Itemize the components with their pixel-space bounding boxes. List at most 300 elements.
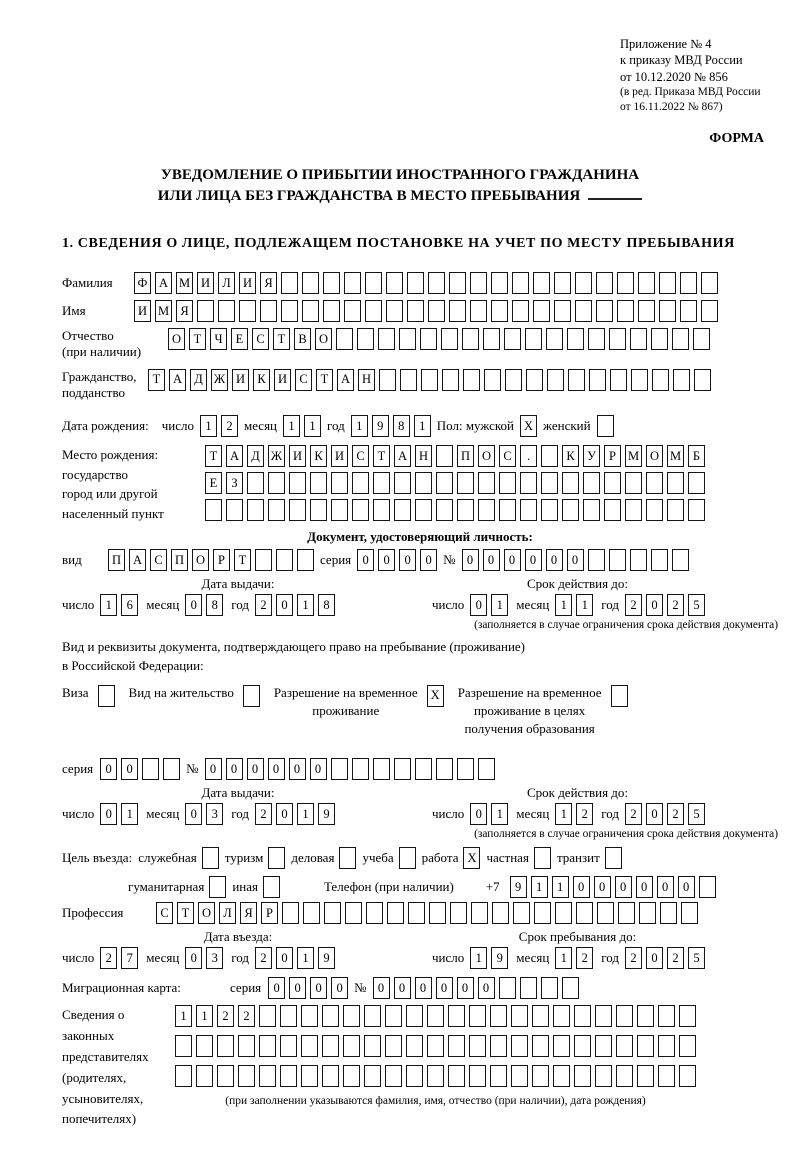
char-cell[interactable]: П [171, 549, 188, 571]
char-cell[interactable] [490, 1035, 507, 1057]
char-cell[interactable]: Д [247, 445, 264, 467]
char-cell[interactable] [595, 1035, 612, 1057]
char-cell[interactable]: 1 [175, 1005, 192, 1027]
char-cell[interactable] [331, 472, 348, 494]
char-cell[interactable]: 0 [310, 758, 327, 780]
char-cell[interactable] [609, 549, 626, 571]
char-cell[interactable] [491, 272, 508, 294]
char-cell[interactable] [491, 300, 508, 322]
char-cell[interactable] [352, 758, 369, 780]
char-cell[interactable] [610, 369, 627, 391]
char-cell[interactable]: 0 [100, 803, 117, 825]
char-cell[interactable] [428, 272, 445, 294]
char-cell[interactable] [562, 977, 579, 999]
char-cell[interactable] [406, 1065, 423, 1087]
char-cell[interactable] [554, 272, 571, 294]
char-cell[interactable] [331, 499, 348, 521]
char-cell[interactable] [679, 1005, 696, 1027]
char-cell[interactable]: 2 [667, 803, 684, 825]
char-cell[interactable] [630, 328, 647, 350]
char-cell[interactable] [574, 1005, 591, 1027]
char-cell[interactable]: И [289, 445, 306, 467]
char-cell[interactable] [532, 1005, 549, 1027]
char-cell[interactable]: 0 [247, 758, 264, 780]
char-cell[interactable] [345, 902, 362, 924]
char-cell[interactable] [281, 300, 298, 322]
char-cell[interactable]: А [155, 272, 172, 294]
char-cell[interactable]: 1 [297, 803, 314, 825]
char-cell[interactable] [646, 472, 663, 494]
char-cell[interactable] [490, 1065, 507, 1087]
char-cell[interactable] [672, 328, 689, 350]
char-cell[interactable] [364, 1065, 381, 1087]
char-cell[interactable] [554, 300, 571, 322]
char-cell[interactable] [196, 1035, 213, 1057]
char-cell[interactable] [243, 685, 260, 707]
char-cell[interactable]: З [226, 472, 243, 494]
char-cell[interactable]: 0 [636, 876, 653, 898]
char-cell[interactable] [268, 472, 285, 494]
char-cell[interactable] [385, 1035, 402, 1057]
char-cell[interactable] [259, 1065, 276, 1087]
char-cell[interactable] [490, 1005, 507, 1027]
char-cell[interactable] [259, 1005, 276, 1027]
char-cell[interactable]: Т [373, 445, 390, 467]
char-cell[interactable] [499, 472, 516, 494]
char-cell[interactable]: 0 [289, 977, 306, 999]
char-cell[interactable]: Е [231, 328, 248, 350]
char-cell[interactable]: 2 [576, 947, 593, 969]
char-cell[interactable] [574, 1065, 591, 1087]
char-cell[interactable] [639, 902, 656, 924]
char-cell[interactable] [301, 1035, 318, 1057]
char-cell[interactable] [331, 758, 348, 780]
char-cell[interactable]: И [134, 300, 151, 322]
char-cell[interactable]: С [156, 902, 173, 924]
char-cell[interactable] [520, 977, 537, 999]
char-cell[interactable] [562, 472, 579, 494]
char-cell[interactable]: 0 [373, 977, 390, 999]
char-cell[interactable] [583, 472, 600, 494]
char-cell[interactable] [688, 499, 705, 521]
char-cell[interactable]: 0 [483, 549, 500, 571]
char-cell[interactable]: 2 [255, 594, 272, 616]
char-cell[interactable]: 0 [394, 977, 411, 999]
char-cell[interactable]: С [499, 445, 516, 467]
char-cell[interactable]: 0 [310, 977, 327, 999]
char-cell[interactable] [532, 1065, 549, 1087]
char-cell[interactable]: О [192, 549, 209, 571]
char-cell[interactable] [646, 499, 663, 521]
char-cell[interactable]: 0 [185, 594, 202, 616]
char-cell[interactable] [406, 1035, 423, 1057]
char-cell[interactable] [448, 1035, 465, 1057]
char-cell[interactable] [575, 300, 592, 322]
char-cell[interactable] [701, 300, 718, 322]
char-cell[interactable] [588, 328, 605, 350]
char-cell[interactable]: 2 [667, 594, 684, 616]
char-cell[interactable] [427, 1005, 444, 1027]
char-cell[interactable]: 0 [420, 549, 437, 571]
char-cell[interactable]: 0 [289, 758, 306, 780]
char-cell[interactable] [659, 300, 676, 322]
char-cell[interactable] [408, 902, 425, 924]
char-cell[interactable] [478, 758, 495, 780]
char-cell[interactable] [386, 272, 403, 294]
char-cell[interactable] [511, 1005, 528, 1027]
char-cell[interactable] [618, 902, 635, 924]
char-cell[interactable] [436, 445, 453, 467]
char-cell[interactable] [533, 272, 550, 294]
char-cell[interactable]: В [294, 328, 311, 350]
char-cell[interactable] [268, 847, 285, 869]
char-cell[interactable]: Р [604, 445, 621, 467]
char-cell[interactable] [336, 328, 353, 350]
char-cell[interactable] [611, 685, 628, 707]
char-cell[interactable]: 5 [688, 803, 705, 825]
char-cell[interactable]: И [331, 445, 348, 467]
char-cell[interactable] [638, 272, 655, 294]
char-cell[interactable] [597, 902, 614, 924]
char-cell[interactable]: 5 [688, 594, 705, 616]
char-cell[interactable] [499, 499, 516, 521]
char-cell[interactable] [373, 499, 390, 521]
char-cell[interactable] [364, 1005, 381, 1027]
char-cell[interactable] [511, 1035, 528, 1057]
char-cell[interactable]: X [463, 847, 480, 869]
char-cell[interactable]: 2 [255, 947, 272, 969]
char-cell[interactable]: 0 [478, 977, 495, 999]
char-cell[interactable] [625, 499, 642, 521]
char-cell[interactable]: 2 [255, 803, 272, 825]
char-cell[interactable] [693, 328, 710, 350]
char-cell[interactable] [442, 369, 459, 391]
char-cell[interactable] [385, 1005, 402, 1027]
char-cell[interactable] [197, 300, 214, 322]
char-cell[interactable] [428, 300, 445, 322]
char-cell[interactable]: С [252, 328, 269, 350]
char-cell[interactable]: 1 [200, 415, 217, 437]
char-cell[interactable] [583, 499, 600, 521]
char-cell[interactable]: 0 [457, 977, 474, 999]
char-cell[interactable]: Р [213, 549, 230, 571]
char-cell[interactable] [471, 902, 488, 924]
char-cell[interactable] [512, 300, 529, 322]
char-cell[interactable] [553, 1005, 570, 1027]
char-cell[interactable] [364, 1035, 381, 1057]
char-cell[interactable]: 0 [470, 594, 487, 616]
char-cell[interactable] [344, 272, 361, 294]
char-cell[interactable]: 1 [491, 594, 508, 616]
char-cell[interactable] [457, 472, 474, 494]
char-cell[interactable] [595, 1005, 612, 1027]
char-cell[interactable]: П [457, 445, 474, 467]
char-cell[interactable] [365, 300, 382, 322]
char-cell[interactable]: 1 [491, 803, 508, 825]
char-cell[interactable] [651, 549, 668, 571]
char-cell[interactable]: 2 [625, 947, 642, 969]
char-cell[interactable]: 0 [594, 876, 611, 898]
char-cell[interactable] [98, 685, 115, 707]
char-cell[interactable] [394, 758, 411, 780]
char-cell[interactable]: 1 [576, 594, 593, 616]
char-cell[interactable]: Я [260, 272, 277, 294]
char-cell[interactable]: Ф [134, 272, 151, 294]
char-cell[interactable] [400, 369, 417, 391]
char-cell[interactable]: 0 [399, 549, 416, 571]
char-cell[interactable]: Е [205, 472, 222, 494]
char-cell[interactable] [541, 445, 558, 467]
char-cell[interactable] [534, 847, 551, 869]
char-cell[interactable] [499, 977, 516, 999]
char-cell[interactable] [280, 1035, 297, 1057]
char-cell[interactable]: 9 [318, 803, 335, 825]
char-cell[interactable]: И [232, 369, 249, 391]
char-cell[interactable] [617, 300, 634, 322]
char-cell[interactable]: И [197, 272, 214, 294]
char-cell[interactable] [659, 272, 676, 294]
char-cell[interactable] [322, 1005, 339, 1027]
char-cell[interactable] [457, 758, 474, 780]
char-cell[interactable] [420, 328, 437, 350]
char-cell[interactable]: 1 [555, 803, 572, 825]
char-cell[interactable]: 0 [646, 947, 663, 969]
char-cell[interactable] [658, 1065, 675, 1087]
char-cell[interactable] [555, 902, 572, 924]
char-cell[interactable]: А [337, 369, 354, 391]
char-cell[interactable] [415, 499, 432, 521]
char-cell[interactable]: 0 [185, 803, 202, 825]
char-cell[interactable] [310, 472, 327, 494]
char-cell[interactable]: Д [190, 369, 207, 391]
char-cell[interactable] [589, 369, 606, 391]
char-cell[interactable]: 1 [304, 415, 321, 437]
char-cell[interactable] [142, 758, 159, 780]
char-cell[interactable] [504, 328, 521, 350]
char-cell[interactable] [483, 328, 500, 350]
char-cell[interactable] [421, 369, 438, 391]
char-cell[interactable] [680, 272, 697, 294]
char-cell[interactable] [429, 902, 446, 924]
char-cell[interactable] [596, 272, 613, 294]
char-cell[interactable]: О [315, 328, 332, 350]
char-cell[interactable] [533, 300, 550, 322]
char-cell[interactable] [343, 1065, 360, 1087]
char-cell[interactable]: Ч [210, 328, 227, 350]
char-cell[interactable] [255, 549, 272, 571]
char-cell[interactable] [365, 272, 382, 294]
char-cell[interactable]: К [253, 369, 270, 391]
char-cell[interactable]: С [352, 445, 369, 467]
char-cell[interactable] [436, 472, 453, 494]
char-cell[interactable] [407, 272, 424, 294]
char-cell[interactable] [282, 902, 299, 924]
char-cell[interactable] [281, 272, 298, 294]
char-cell[interactable] [289, 472, 306, 494]
char-cell[interactable] [605, 847, 622, 869]
char-cell[interactable] [667, 499, 684, 521]
char-cell[interactable] [513, 902, 530, 924]
char-cell[interactable]: 0 [268, 758, 285, 780]
char-cell[interactable]: 1 [297, 947, 314, 969]
char-cell[interactable]: X [520, 415, 537, 437]
char-cell[interactable] [604, 499, 621, 521]
char-cell[interactable]: 1 [100, 594, 117, 616]
char-cell[interactable] [449, 272, 466, 294]
char-cell[interactable]: 8 [206, 594, 223, 616]
char-cell[interactable] [520, 499, 537, 521]
char-cell[interactable] [427, 1035, 444, 1057]
char-cell[interactable] [478, 499, 495, 521]
char-cell[interactable]: 0 [462, 549, 479, 571]
char-cell[interactable]: 2 [625, 594, 642, 616]
char-cell[interactable]: 8 [393, 415, 410, 437]
char-cell[interactable] [672, 549, 689, 571]
char-cell[interactable]: К [562, 445, 579, 467]
char-cell[interactable] [526, 369, 543, 391]
char-cell[interactable] [386, 300, 403, 322]
char-cell[interactable]: 1 [121, 803, 138, 825]
char-cell[interactable] [532, 1035, 549, 1057]
char-cell[interactable] [469, 1065, 486, 1087]
char-cell[interactable] [352, 499, 369, 521]
char-cell[interactable] [679, 1065, 696, 1087]
char-cell[interactable] [525, 328, 542, 350]
char-cell[interactable] [637, 1035, 654, 1057]
char-cell[interactable]: 0 [546, 549, 563, 571]
char-cell[interactable] [511, 1065, 528, 1087]
char-cell[interactable]: У [583, 445, 600, 467]
char-cell[interactable] [588, 549, 605, 571]
char-cell[interactable]: 1 [555, 947, 572, 969]
char-cell[interactable] [541, 472, 558, 494]
char-cell[interactable]: 0 [678, 876, 695, 898]
char-cell[interactable] [478, 472, 495, 494]
char-cell[interactable]: А [394, 445, 411, 467]
char-cell[interactable] [387, 902, 404, 924]
char-cell[interactable] [658, 1035, 675, 1057]
char-cell[interactable] [218, 300, 235, 322]
char-cell[interactable]: 0 [185, 947, 202, 969]
char-cell[interactable]: Н [358, 369, 375, 391]
char-cell[interactable]: 0 [646, 803, 663, 825]
char-cell[interactable] [415, 472, 432, 494]
char-cell[interactable] [688, 472, 705, 494]
char-cell[interactable]: 9 [318, 947, 335, 969]
char-cell[interactable] [268, 499, 285, 521]
char-cell[interactable]: Т [316, 369, 333, 391]
char-cell[interactable] [604, 472, 621, 494]
char-cell[interactable]: 2 [238, 1005, 255, 1027]
char-cell[interactable] [574, 1035, 591, 1057]
char-cell[interactable]: Т [234, 549, 251, 571]
char-cell[interactable] [217, 1035, 234, 1057]
char-cell[interactable]: 0 [436, 977, 453, 999]
char-cell[interactable]: Н [415, 445, 432, 467]
char-cell[interactable]: 0 [573, 876, 590, 898]
char-cell[interactable]: С [295, 369, 312, 391]
char-cell[interactable] [301, 1065, 318, 1087]
char-cell[interactable] [399, 328, 416, 350]
char-cell[interactable] [427, 1065, 444, 1087]
char-cell[interactable] [406, 1005, 423, 1027]
char-cell[interactable]: О [198, 902, 215, 924]
char-cell[interactable]: 2 [667, 947, 684, 969]
char-cell[interactable]: 0 [646, 594, 663, 616]
char-cell[interactable] [470, 300, 487, 322]
char-cell[interactable]: Ж [211, 369, 228, 391]
char-cell[interactable] [238, 1035, 255, 1057]
char-cell[interactable] [259, 1035, 276, 1057]
char-cell[interactable] [448, 1005, 465, 1027]
char-cell[interactable] [694, 369, 711, 391]
char-cell[interactable] [484, 369, 501, 391]
char-cell[interactable] [280, 1005, 297, 1027]
char-cell[interactable] [303, 902, 320, 924]
char-cell[interactable] [310, 499, 327, 521]
char-cell[interactable]: Я [240, 902, 257, 924]
char-cell[interactable]: 0 [567, 549, 584, 571]
char-cell[interactable]: О [646, 445, 663, 467]
char-cell[interactable]: 1 [414, 415, 431, 437]
char-cell[interactable]: 9 [491, 947, 508, 969]
char-cell[interactable]: М [176, 272, 193, 294]
char-cell[interactable] [385, 1065, 402, 1087]
char-cell[interactable] [596, 300, 613, 322]
char-cell[interactable] [217, 1065, 234, 1087]
char-cell[interactable] [302, 300, 319, 322]
char-cell[interactable]: 9 [372, 415, 389, 437]
char-cell[interactable] [357, 328, 374, 350]
char-cell[interactable] [297, 549, 314, 571]
char-cell[interactable] [637, 1065, 654, 1087]
char-cell[interactable]: 2 [221, 415, 238, 437]
char-cell[interactable] [247, 472, 264, 494]
char-cell[interactable] [469, 1005, 486, 1027]
char-cell[interactable]: 0 [276, 803, 293, 825]
char-cell[interactable] [541, 977, 558, 999]
char-cell[interactable] [616, 1035, 633, 1057]
char-cell[interactable]: 1 [555, 594, 572, 616]
char-cell[interactable]: А [129, 549, 146, 571]
char-cell[interactable]: 0 [657, 876, 674, 898]
char-cell[interactable] [492, 902, 509, 924]
char-cell[interactable]: Т [205, 445, 222, 467]
char-cell[interactable] [436, 499, 453, 521]
char-cell[interactable]: 0 [525, 549, 542, 571]
char-cell[interactable] [301, 1005, 318, 1027]
char-cell[interactable] [373, 758, 390, 780]
char-cell[interactable] [448, 1065, 465, 1087]
char-cell[interactable] [575, 272, 592, 294]
char-cell[interactable] [399, 847, 416, 869]
char-cell[interactable] [681, 902, 698, 924]
char-cell[interactable] [534, 902, 551, 924]
char-cell[interactable]: 0 [276, 947, 293, 969]
char-cell[interactable]: И [274, 369, 291, 391]
char-cell[interactable] [660, 902, 677, 924]
char-cell[interactable]: П [108, 549, 125, 571]
char-cell[interactable]: 0 [276, 594, 293, 616]
char-cell[interactable] [366, 902, 383, 924]
char-cell[interactable] [652, 369, 669, 391]
char-cell[interactable] [202, 847, 219, 869]
char-cell[interactable] [658, 1005, 675, 1027]
char-cell[interactable]: 1 [470, 947, 487, 969]
char-cell[interactable] [701, 272, 718, 294]
char-cell[interactable]: Б [688, 445, 705, 467]
char-cell[interactable] [263, 876, 280, 898]
